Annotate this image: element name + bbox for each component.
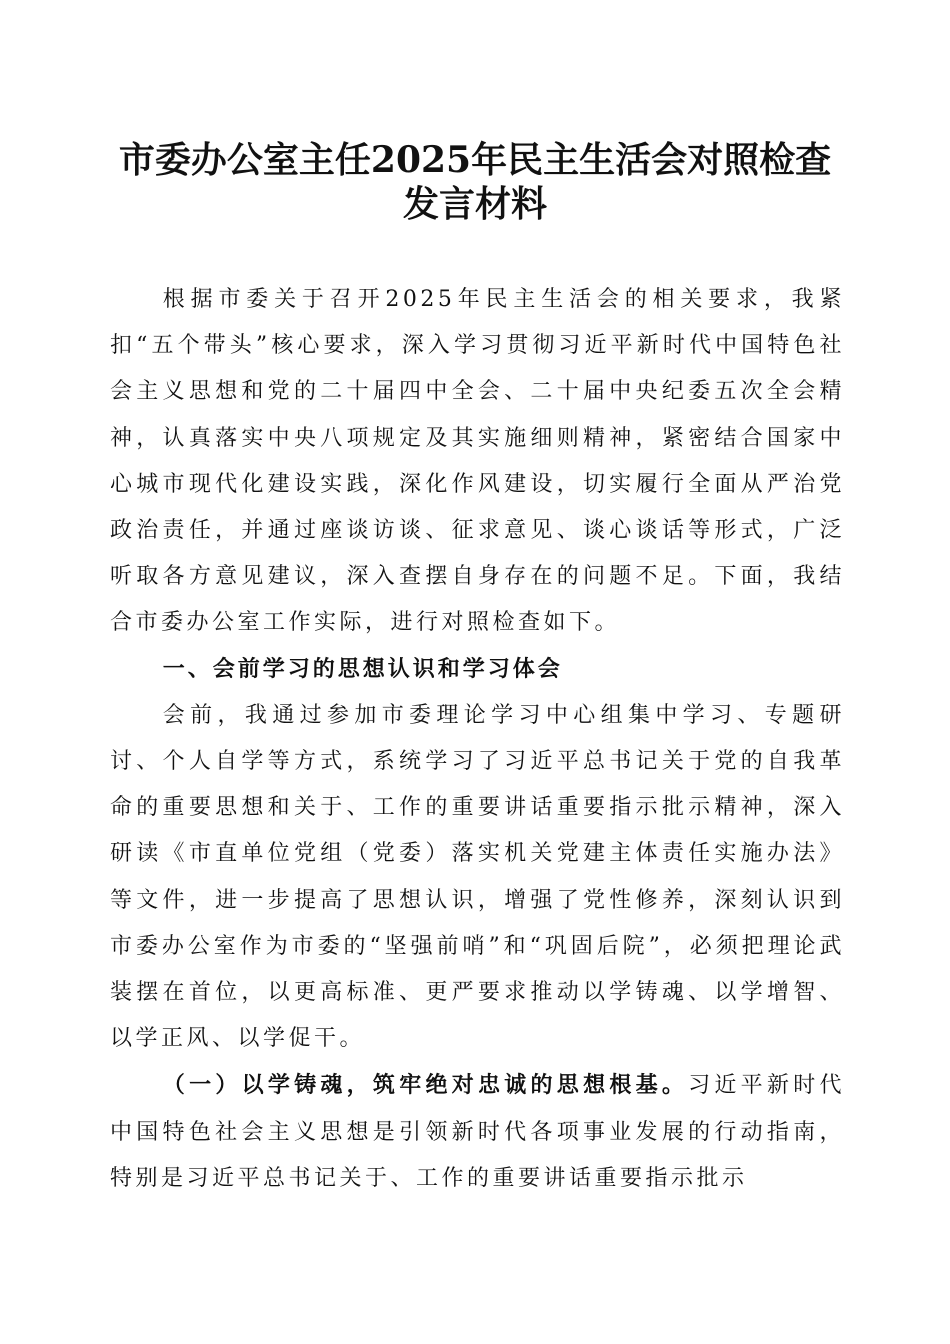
subsection-1-lead: （一）以学铸魂，筑牢绝对忠诚的思想根基。 <box>162 1072 689 1099</box>
subsection-1-paragraph <box>110 1062 845 1202</box>
document-body <box>110 277 845 1202</box>
document-title-line-1: 市委办公室主任2025年民主生活会对照检查 <box>118 139 832 181</box>
section-1-paragraph: 会前，我通过参加市委理论学习中心组集中学习、专题研讨、个人自学等方式，系统学习了习近平总书记关于党的自我革命的重要思想和关于、工作的重要讲话重要指示批示精神，深入研读《市直单位党组（党委）落实机关党建主体责任实施办法》等文件，进一步提高了思想认识，增强了党性修养，深刻认识到市委办公室作为市委的“坚强前哨”和“巩固后院”，必须把理论武装摆在首位，以更高标准、更严要求推动以学铸魂、以学增智、以学正风、以学促干。 <box>110 702 845 1052</box>
subsection-1-text: 习近平新时代中国特色社会主义思想是引领新时代各项事业发展的行动指南，特别是习近平总书记关于、工作的重要讲话重要指示批示 <box>110 1073 845 1191</box>
document-title-line-2: 发言材料 <box>402 183 547 225</box>
intro-paragraph: 根据市委关于召开2025年民主生活会的相关要求，我紧扣“五个带头”核心要求，深入学习贯彻习近平新时代中国特色社会主义思想和党的二十届四中全会、二十届中央纪委五次全会精神，认真落实中央八项规定及其实施细则精神，紧密结合国家中心城市现代化建设实践，深化作风建设，切实履行全面从严治党政治责任，并通过座谈访谈、征求意见、谈心谈话等形式，广泛听取各方意见建议，深入查摆自身存在的问题不足。下面，我结合市委办公室工作实际，进行对照检查如下。 <box>110 287 845 636</box>
section-1-heading: 一、会前学习的思想认识和学习体会 <box>162 656 563 682</box>
